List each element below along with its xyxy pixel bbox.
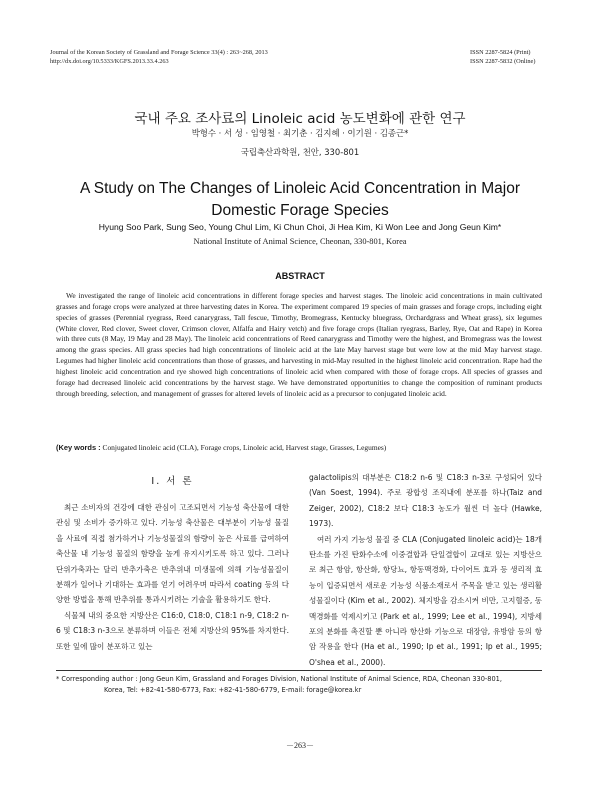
- abstract-text: We investigated the range of linoleic acid concentrations in different forage species and harvest stages. The linoleic acid concentrations in main cultivated grasses and forage crops were analyzed at three harvesting dates in Korea. The experiment compared 19 species of main grasses and forage crops, including eight species of grasses (Perennial ryegrass, Reed canarygrass, Tall fescue, Timothy, Bromegrass, Kentucky bluegrass, Orchardgrass and Wheat grass), six legumes (White clover, Red clover, Sweet clover, Crimson clover, Alfalfa and Hairy vetch) and five forage crops (Italian ryegrass, Barley, Rye, Oat and Rape) in Korea with three cuts (8 May, 19 May and 28 May). The linoleic acid concentrations of Reed canarygrass and Timothy were the highest, and Bromegrass was the lowest among the grass species. All grass species had high concentrations of linoleic acid at the late May harvest stage but were low at the mid May harvest stage. Legumes had higher linoleic acid concentrations than those of grasses, and harvesting in mid-May resulted in the highest linoleic acid concentration. Rape had the highest linoleic acid concentration and rye showed high concentrations of linoleic acid when compared with those of forage crops. All species of grasses and forage had decreased linoleic acid concentrations by the harvest stage. We have demonstrated opportunities to change the composition of ruminant products through breeding, selection, and management of grasses for altered levels of linoleic acid as a precursor to conjugated linoleic acid.: [56, 291, 542, 398]
- corresponding-author-footnote: [56, 674, 542, 696]
- english-title-line-1: A Study on The Changes of Linoleic Acid Concentration in Major: [79, 180, 520, 197]
- korean-authors: 박형수 · 서 성 · 임영철 · 최기춘 · 김지혜 · 이기원 · 김종근*: [191, 128, 409, 138]
- intro-paragraph-1: 최근 소비자의 건강에 대한 관심이 고조되면서 기능성 축산물에 대한 관심 및 소비가 증가하고 있다. 기능성 축산물은 대부분이 기능성 물질을 사료에 직접 첨가하거나 기능성물질의 함량이 높은 사료를 급여하여 축산물 내 기능성 물질의 함량을 높게 유지시키도록 하고 있다. 그러나 단위가축과는 달리 반추가축은 반추위내 미생물에 의해 기능성물질이 분해가 일어나 기대하는 효과를 얻기 어려우며 따라서 coating 등의 다양한 방법을 통해 반추위를 통과시키려는 기술을 활용하기도 한다.: [56, 503, 289, 605]
- doi-link[interactable]: http://dx.doi.org/10.5333/KGFS.2013.33.4.263: [50, 58, 169, 65]
- page-number: －263－: [286, 741, 314, 750]
- footnote-line-1: * Corresponding author : Jong Geun Kim, Grassland and Forages Division, National Institute of Animal Science, RDA, Cheonan 330-801,: [56, 675, 502, 683]
- intro-paragraph-4: 여러 가지 기능성 물질 중 CLA (Conjugated linoleic acid)는 18개 탄소를 가진 탄화수소에 이중결합과 단일결합이 교대로 있는 지방산으로 최근 항암, 항산화, 항당뇨, 항동맥경화, 다이어트 효과 등 생리적 효능이 입증되면서 새로운 기능성 식품소재로서 주목을 받고 있는 생리활성물질이다 (Kim et al., 2002). 체지방을 감소시켜 비만, 고지혈증, 동맥경화를 억제시키고 (Park et al., 1999; Lee et al., 1994), 지방세포의 분화를 촉진할 뿐 아니라 항산화 기능으로 대장암, 유방암 등의 항암 작용을 한다 (Ha et al., 1990; Ip et al., 1991; Ip et al., 1995; O'shea et al., 2000).: [309, 534, 542, 667]
- footnote-divider: [56, 670, 542, 671]
- issn-print: ISSN 2287-5824 (Print): [470, 49, 531, 56]
- journal-citation: Journal of the Korean Society of Grassland and Forage Science 33(4) : 263~268, 2013: [50, 49, 268, 56]
- english-authors: Hyung Soo Park, Sung Seo, Young Chul Lim, Ki Chun Choi, Ji Hea Kim, Ki Won Lee and Jong Geun Kim*: [98, 222, 502, 232]
- journal-header: [50, 48, 268, 66]
- section-heading-introduction: Ⅰ. 서 론: [151, 476, 194, 487]
- abstract-heading: ABSTRACT: [275, 271, 325, 281]
- english-title-line-2: Domestic Forage Species: [211, 202, 389, 219]
- abstract-body: [56, 291, 542, 399]
- korean-title: 국내 주요 조사료의 Linoleic acid 농도변화에 관한 연구: [134, 111, 466, 127]
- english-affiliation: National Institute of Animal Science, Cheonan, 330-801, Korea: [193, 237, 407, 246]
- issn-online: ISSN 2287-5832 (Online): [470, 58, 536, 65]
- right-column: [309, 470, 542, 670]
- intro-paragraph-2: 식물체 내의 중요한 지방산은 C16:0, C18:0, C18:1 n-9, C18:2 n-6 및 C18:3 n-3으로 분류하며 이들은 전체 지방산의 95%를 차지한다. 또한 잎에 많이 분포하고 있는: [56, 610, 289, 651]
- english-title: [0, 178, 600, 222]
- left-column: [56, 500, 289, 654]
- keywords-line: [56, 443, 542, 454]
- keywords-label: (Key words :: [56, 443, 101, 452]
- footnote-line-2: Korea, Tel: +82-41-580-6773, Fax: +82-41-580-6779, E-mail: forage@korea.kr: [104, 686, 362, 694]
- keywords-list: Conjugated linoleic acid (CLA), Forage crops, Linoleic acid, Harvest stage, Grasses, Legumes): [102, 443, 387, 452]
- korean-affiliation: 국립축산과학원, 천안, 330-801: [240, 147, 360, 157]
- issn-block: [470, 48, 535, 66]
- intro-paragraph-3: galactolipis의 대부분은 C18:2 n-6 및 C18:3 n-3로 구성되어 있다 (Van Soest, 1994). 주로 광합성 조직내에 분포를 하나(Taiz and Zeiger, 2002), C18:2 보다 C18:3 농도가 월씬 더 높다 (Hawke, 1973).: [309, 473, 542, 529]
